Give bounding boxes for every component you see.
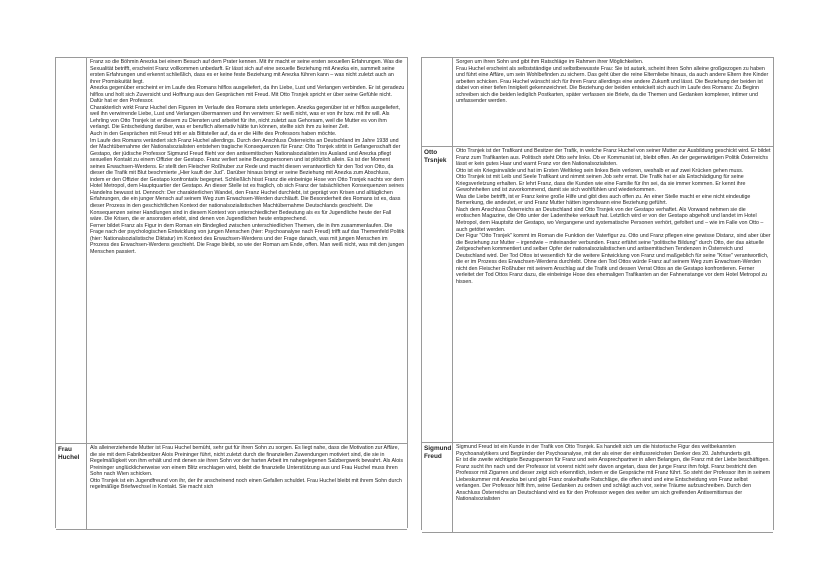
- table-row: [56, 444, 407, 530]
- character-description: [453, 58, 773, 146]
- table-row: [422, 58, 773, 147]
- character-name: [56, 58, 87, 443]
- character-description: [87, 444, 407, 529]
- character-name: Frau Huchel: [56, 444, 87, 529]
- paragraph: Sorgen um ihren Sohn und gibt ihm Ratschläge im Rahmen ihrer Möglichkeiten.: [456, 59, 644, 65]
- paragraph: Anezka gegenüber erscheint er im Laufe des Romans hilflos ausgeliefert, da ihn Liebe, Lust und Verlangen verbinden. Er ist geradezu hilflos und holt sich Zuversicht und Hoffnung aus den Gesprächen mit Freud. Mit Otto Trsnjek spricht er über seine Gefühle nicht. Dafür hat er den Professor.: [90, 85, 405, 105]
- paragraph: Der Figur "Otto Trsnjek" kommt im Roman die Funktion der Vaterfigur zu. Otto und Franz pflegen eine gewisse Distanz, sind aber über die Beziehung zur Mutter – irgendwie – miteinander verbunden. Franz erfährt seine "politische Bildung" durch Otto, der das aktuelle Zeitgeschehen kommentiert und selber Opfer der nationalsozialistischen und antisemitischen Tendenzen in Österreich und Deutschland wird. Der Tod Ottos ist wesentlich für die weitere Entwicklung von Franz und maßgeblich für seine "Krise" verantwortlich, die er im Prozess des Erwachsen-Werdens durchlebt. Ohne den Tod Ottos würde Franz auf seinem Weg zum Erwachsen-Werden nicht den Fleischer Roßhuber mit seinem Anschlag auf die Trafik und dessen Verrat Ottos an die Gestapo konfrontieren. Ferner verleitet der Tod Ottos Franz dazu, die einbeinige Hose des ehemaligen Trafikanten an der Fahnenstange vor dem Hotel Metropol zu hissen.: [456, 233, 771, 285]
- character-description: [453, 443, 773, 532]
- paragraph: Franz so die Böhmin Anezka bei einem Besuch auf dem Prater kennen. Mit ihr macht er seine ersten sexuellen Erfahrungen. Was die Sexualität betrifft, erscheint Franz vollkommen unbedarft. Er lässt sich auf eine sexuelle Beziehung mit Anezka ein, sammelt seine ersten Erfahrungen und erkennt schließlich, dass es er keine feste Beziehung mit Anezka führen kann – was nicht zuletzt auch an ihrer Promiskuität liegt.: [90, 59, 403, 85]
- paragraph: Er ist die zweite wichtigste Bezugsperson für Franz und sein Ansprechpartner in allen Belangen, die Franz mit der Liebe beschäftigen.: [456, 457, 770, 464]
- paragraph: Otto Trsnjek ist der Trafikant und Besitzer der Trafik, in welche Franz Huchel von seiner Mutter zur Ausbildung geschickt wird. Er bildet Franz zum Trafikanten aus. Politisch steht Otto sehr links. Ob er Kommunist ist, bleibt offen. An der gegenwärtigen Politik Österreichs lässt er kein gutes Haar und warnt Franz vor den Nationalsozialisten.: [456, 148, 771, 168]
- paragraph: Frau Huchel erscheint als selbstständige und selbstbewusste Frau: Sie ist autark, scheint ihren Sohn alleine großgezogen zu haben und führt eine Affäre, um sein Wohlbefinden zu sichern. Das geht über die reine Elternliebe hinaus, da auch andere Eltern ihre Kinder arbeiten schicken. Frau Huchel wünscht sich für ihren Franz allerdings eine andere Zukunft und lässt. Die Beziehung der beiden ist dabei von einer tiefen Innigkeit gekennzeichnet. Die Beziehung der beiden entwickelt sich auch im Laufe des Romans: Zu Beginn schreiben sich die beiden lediglich Postkarten, später verfassen sie Briefe, da die Themen und Gedanken komplexer, intimer und umfassender werden.: [456, 65, 769, 105]
- table-right-column: [421, 57, 774, 530]
- character-name: Otto Trsnjek: [422, 147, 453, 442]
- paragraph: Als alleinerziehende Mutter ist Frau Huchel bemüht, sehr gut für ihren Sohn zu sorgen. Es liegt nahe, dass die Motivation zur Affäre, die sie mit dem Fabrikbesitzer Alois Preininger führt, nicht zuletzt durch die finanziellen Zuwendungen motiviert sind, die sie in Regelmäßigkeit von ihm erhält und mit denen sie ihren Sohn vor der harten Arbeit im nahegelegenen Salzbergwerk bewahrt. Als Alois Preininger unglücklicherweise von einem Blitz erschlagen wird, bleibt die finanzielle Unterstützung aus und Frau Huchel muss ihren Sohn nach Wien schicken.: [90, 445, 403, 478]
- character-name: Sigmund Freud: [422, 443, 453, 532]
- table-row: [422, 147, 773, 443]
- paragraph: Otto Trsnjek ist ein Jugendfreund von ihr, der ihr anscheinend noch einen Gefallen schuldet. Frau Huchel bleibt mit ihrem Sohn durch regelmäßige Briefwechsel in Kontakt. Sie macht sich: [90, 477, 402, 491]
- character-description: [87, 58, 407, 443]
- paragraph: Otto Trsnjek ist mit Leib und Seele Trafikant und nimmt seinen Job sehr ernst. Die Trafik hat er als Entschädigung für seine Kriegsverletzung erhalten. Er lehrt Franz, dass die Kunden wie eine Familie für ihn sei, da sie immer kommen. Er kennt ihre Gewohnheiten und ist zuvorkommend, damit sie sich wohlfühlen und wiederkommen.: [456, 174, 746, 194]
- paragraph: Was die Liebe betrifft, ist er Franz keine große Hilfe und gibt dies auch offen zu. An einer Stelle macht er eine nicht eindeutige Bemerkung, die andeutet, er und Franz Mutter hätten irgendwann eine Beziehung geführt.: [456, 193, 751, 207]
- paragraph: Franz sucht ihn nach und der Professor ist vorerst nicht sehr davon angetan, dass der junge Franz ihm folgt. Franz bestricht den Professor mit Zigarren und dieser zeigt sich erkenntlich, indem er die Gespräche mit Franz führt. So steht der Professor ihm in seinem Liebeskummer mit Anezka bei und gibt Franz orakelhafte Ratschläge, die offen sind und eine Entscheidung von Franz selbst verlangen. Der Professor hilft ihm, seine Gedanken zu ordnen und schlägt auch vor, seine Träume aufzuschreiben. Durch den Anschluss Österreichs an Deutschland wird es für den Professor wegen des weiter um sich greifenden Antisemitismus der Nationalsozialisten: [456, 463, 771, 503]
- paragraph: Sigmund Freud ist ein Kunde in der Trafik von Otto Trsnjek. Es handelt sich um die historische Figur des weltbekannten Psychoanalytikers und Begründer der Psychoanalyse, mit der als einer der einflussreichsten Denker des 20. Jahrhunderts gilt.: [456, 444, 752, 457]
- table-left-column: [55, 57, 408, 528]
- character-name: [422, 58, 453, 146]
- character-description: [453, 147, 773, 442]
- paragraph: Otto ist ein Kriegsinvalide und hat im Ersten Weltkrieg sein linkes Bein verloren, weshalb er auf zwei Krücken gehen muss.: [456, 167, 744, 174]
- paragraph: Ferner bildet Franz als Figur in dem Roman ein Bindeglied zwischen unterschiedlichen Themen, die in ihm zusammenlaufen. Die Frage nach der psychologischen Entwicklung von jungen Menschen (hier: Psychoanalyse nach Freud) trifft auf das Themenfeld Politik (hier: Nationalsozialistische Diktatur) im Kontext des Erwachsen-Werdens und der Frage danach, was mit jungen Menschen im Prozess des Erwachsen-Werdens geschieht. Die Frage bleibt, so wie der Roman am Ende, offen. Man weiß nicht, was mit den jungen Menschen passiert.: [90, 222, 405, 255]
- paragraph: Auch in den Gesprächen mit Freud tritt er als Bittsteller auf, da er die Hilfe des Professors haben möchte.: [90, 131, 337, 138]
- table-row: [422, 443, 773, 533]
- paragraph: Charakterlich wirkt Franz Huchel den Figuren im Verlaufe des Romans stets unterlegen. Anezka gegenüber ist er hilflos ausgeliefert, weil ihn verwirrende Liebe, Lust und Verlangen übermannen und ihn verwirren: Er weiß nicht, was er von ihr bzw. mit ihr will. Als Lehrling von Otto Trsnjek ist er diesem zu Diensten und arbeitet für ihn, nicht zuletzt aus Gehorsam, weil die Mutter es von ihm verlangt. Die Entscheidung darüber, was er beruflich alternativ hätte tun können, stellte sich ihm zu keiner Zeit.: [90, 104, 401, 131]
- table-row: [56, 58, 407, 444]
- paragraph: Nach dem Anschluss Österreichs an Deutschland sind Otto Trsnjek von der Gestapo verhaftet. Als Vorwand nehmen sie die erotischen Magazine, die Otto unter der Ladentheke verkauft hat. Letztlich wird er von der Gestapo abgeholt und landet im Hotel Metropol, dem Hauptsitz der Gestapo, wo Vergangene und systematische Personen verhört, gefoltert und – wie im Falle von Otto – auch getötet werden.: [456, 206, 764, 233]
- paragraph: Im Laufe des Romans verändert sich Franz Huchel allerdings. Durch den Anschluss Österreichs an Deutschland im Jahre 1938 und der Machtübernahme der Nationalsozialisten entstehen tragische Konsequenzen für Franz: Otto Trsnjek stirbt in Gefangenschaft der Gestapo, der jüdische Professor Sigmund Freud flieht vor den antisemitischen Nationalsozialisten ins Ausland und Anezka pflegt sexuellen Kontakt zu einem Offizier der Gestapo. Franz verliert seine Bezugspersonen und ist plötzlich allein. Es ist der Moment seines Erwachsen-Werdens. Er stellt den Fleischer Roßhuber zur Rede und macht diesen verantwortlich für den Tod von Otto, da dieser die Trafik mit Blut beschmierte „Hier kauft der Jud“. Darüber hinaus bringt er seine Beziehung mit Anezka zum Abschluss, indem er den Offizier der Gestapo konfrontativ begegnet. Schließlich hisst Franz die einbeinige Hose von Otto Trsnjek nachts vor dem Hotel Metropol, dem Hauptquartier der Gestapo. An dieser Stelle ist es fraglich, ob sich Franz der tatsächlichen Konsequenzen seines Handelns bewusst ist. Dennoch: Der charakterlichen Wandel, den Franz Huchel durchlebt, ist geprägt von Krisen und alltäglichen Erfahrungen, die ein junger Mensch auf seinem Weg zum Erwachsen-Werden durchläuft. Die Besonderheit des Romans ist es, dass dieser Prozess in den geschichtlichen Kontext der nationalsozialistischen Machtübernahme Deutschlands geschieht. Die Konsequenzen seiner Handlungen sind in diesem Kontext von unterschiedlicher Bedeutung als es für Jugendliche heute der Fall wäre. Die Krisen, die er ansonsten erlebt, sind denen von Jugendlichen heute entsprechend.: [90, 137, 404, 223]
